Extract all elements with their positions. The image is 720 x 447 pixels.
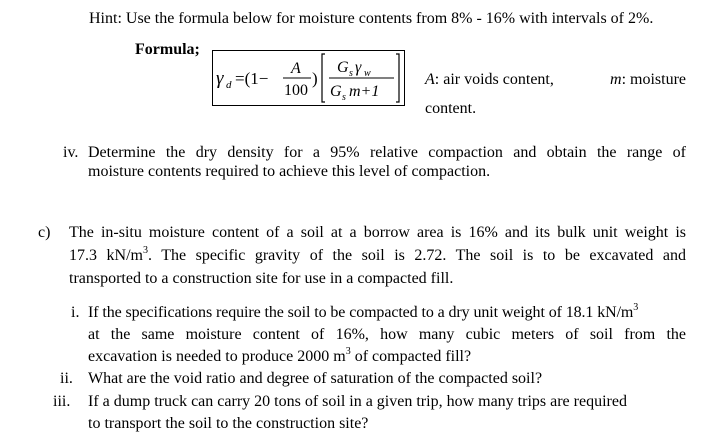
question-c-label: c) (38, 224, 51, 241)
formula-lhs-sub: d (226, 79, 232, 91)
frac2-num-sub1: s (349, 68, 353, 79)
legend-line-1 (425, 70, 686, 90)
formula-label: Formula; (135, 41, 200, 58)
sub-iii-label: iii. (53, 393, 71, 410)
legend-line-2: content. (425, 100, 477, 117)
item-iv-line-1: Determine the dry density for a 95% relative compaction and obtain the range of (88, 144, 686, 161)
right-bracket (396, 54, 399, 102)
frac2-den-g: G (330, 83, 342, 100)
item-iv-line-2: moisture contents required to achieve this level of compaction. (88, 163, 491, 180)
sub-ii-label: ii. (60, 370, 73, 387)
left-bracket (322, 54, 325, 102)
frac2-num-sub2: w (364, 68, 371, 79)
formula-equation (213, 51, 404, 105)
frac2-num-g: G (337, 59, 349, 76)
hint-text: Hint: Use the formula below for moisture contents from 8% - 16% with intervals of 2%. (89, 10, 654, 27)
sub-i-line-3: excavation is needed to produce 2000 $m^3$ of compacted fill? (88, 345, 472, 365)
frac2-num-gamma: γ (355, 59, 362, 76)
formula-box (212, 50, 405, 106)
question-c-line-1: The in-situ moisture content of a soil at a borrow area is 16% and its bulk unit weight is (69, 224, 686, 241)
question-c-line-2: 17.3 $kN/m^3$. The specific gravity of the soil is 2.72. The soil is to be excavated and (69, 244, 686, 264)
sub-i-line-1: If the specifications require the soil to be compacted to a dry unit weight of 18.1 $kN/m^3$ (88, 301, 639, 321)
sub-i-label: i. (71, 304, 80, 321)
formula-close-paren: ) (312, 69, 318, 88)
item-iv-label: iv. (63, 144, 79, 161)
sub-iii-line-1: If a dump truck can carry 20 tons of soil in a given trip, how many trips are required (88, 393, 627, 410)
frac2-den-rest: m+1 (349, 83, 380, 100)
frac1-denominator: 100 (284, 82, 308, 99)
legend-moisture: m: moisture (610, 71, 686, 88)
sub-iii-line-2: to transport the soil to the construction site? (88, 415, 369, 432)
legend-air-voids: A: air voids content, (425, 71, 554, 88)
frac2-den-sub: s (342, 92, 346, 103)
sub-ii-line-1: What are the void ratio and degree of saturation of the compacted soil? (88, 370, 543, 387)
formula-lhs: γ (216, 68, 224, 89)
frac1-numerator: A (291, 60, 301, 77)
sub-i-line-2: at the same moisture content of 16%, how many cubic meters of soil from the (88, 326, 686, 343)
formula-equals-open: =(1− (235, 69, 269, 88)
question-c-line-3: transported to a construction site for use in a compacted fill. (69, 270, 454, 287)
